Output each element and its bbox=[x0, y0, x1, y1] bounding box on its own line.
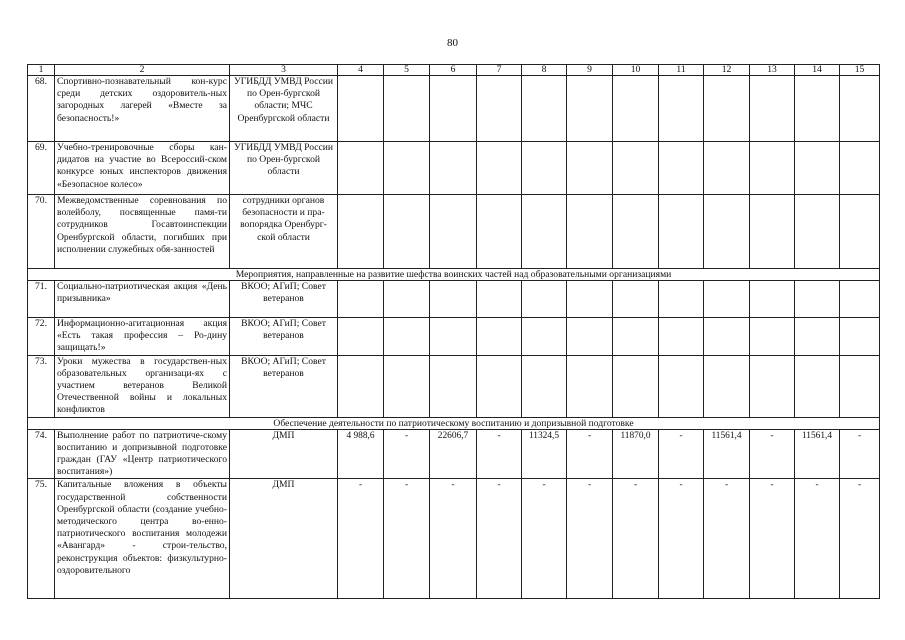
funding-value bbox=[659, 355, 704, 417]
funding-value bbox=[613, 281, 659, 318]
funding-value bbox=[795, 281, 840, 318]
page-number: 80 bbox=[447, 37, 458, 49]
funding-value: - bbox=[567, 479, 613, 599]
funding-value bbox=[840, 318, 880, 356]
executor: сотрудники органов безопасности и пра-вопорядка Оренбург-ской области bbox=[230, 195, 338, 269]
row-number: 75. bbox=[28, 479, 55, 599]
funding-value bbox=[840, 195, 880, 269]
row-number: 68. bbox=[28, 76, 55, 142]
funding-value bbox=[477, 76, 522, 142]
event-name: Межведомственные соревнования по волейболу, посвященные памя-ти сотрудников Госавтоинспекции Оренбургской области, погибших при исполнении служебных обя-занностей bbox=[55, 195, 230, 269]
funding-value bbox=[477, 281, 522, 318]
funding-value: 4 988,6 bbox=[338, 429, 384, 479]
table-row bbox=[28, 195, 880, 269]
funding-value bbox=[795, 142, 840, 195]
funding-value bbox=[795, 195, 840, 269]
funding-value: - bbox=[750, 429, 795, 479]
funding-value bbox=[384, 281, 430, 318]
column-number: 15 bbox=[840, 65, 880, 76]
funding-value: - bbox=[795, 479, 840, 599]
funding-value bbox=[430, 355, 477, 417]
column-number: 7 bbox=[477, 65, 522, 76]
funding-value: - bbox=[522, 479, 567, 599]
table-row bbox=[28, 429, 880, 479]
funding-value: 11324,5 bbox=[522, 429, 567, 479]
funding-value: - bbox=[704, 479, 750, 599]
funding-value bbox=[430, 142, 477, 195]
funding-value bbox=[795, 76, 840, 142]
table-row bbox=[28, 318, 880, 356]
funding-value bbox=[659, 76, 704, 142]
funding-value bbox=[567, 195, 613, 269]
funding-value bbox=[840, 281, 880, 318]
column-number: 2 bbox=[55, 65, 230, 76]
column-number: 11 bbox=[659, 65, 704, 76]
funding-value bbox=[522, 142, 567, 195]
funding-value: 22606,7 bbox=[430, 429, 477, 479]
row-number: 69. bbox=[28, 142, 55, 195]
funding-value bbox=[567, 281, 613, 318]
executor: УГИБДД УМВД России по Орен-бургской области; МЧС Оренбургской области bbox=[230, 76, 338, 142]
funding-value bbox=[430, 318, 477, 356]
column-number-row bbox=[28, 65, 880, 76]
funding-value bbox=[659, 281, 704, 318]
funding-value: 11870,0 bbox=[613, 429, 659, 479]
funding-value bbox=[477, 318, 522, 356]
table-row bbox=[28, 281, 880, 318]
funding-value bbox=[522, 318, 567, 356]
section-title: Обеспечение деятельности по патриотическому воспитанию и допризывной подготовке bbox=[28, 417, 880, 429]
funding-value bbox=[704, 281, 750, 318]
funding-value bbox=[613, 76, 659, 142]
funding-value bbox=[567, 142, 613, 195]
column-number: 13 bbox=[750, 65, 795, 76]
funding-value bbox=[384, 76, 430, 142]
funding-value: - bbox=[567, 429, 613, 479]
row-number: 72. bbox=[28, 318, 55, 356]
funding-value bbox=[840, 142, 880, 195]
funding-value bbox=[567, 355, 613, 417]
funding-value bbox=[567, 76, 613, 142]
funding-value bbox=[384, 355, 430, 417]
event-name: Уроки мужества в государствен-ных образовательных организаци-ях с участием ветеранов Великой Отечественной войны и локальных конфликтов bbox=[55, 355, 230, 417]
executor: ДМП bbox=[230, 479, 338, 599]
column-number: 14 bbox=[795, 65, 840, 76]
funding-value: - bbox=[840, 429, 880, 479]
funding-value bbox=[477, 142, 522, 195]
funding-value: - bbox=[659, 429, 704, 479]
executor: УГИБДД УМВД России по Орен-бургской области bbox=[230, 142, 338, 195]
funding-value: - bbox=[338, 479, 384, 599]
row-number: 70. bbox=[28, 195, 55, 269]
funding-value bbox=[522, 355, 567, 417]
row-number: 74. bbox=[28, 429, 55, 479]
column-number: 6 bbox=[430, 65, 477, 76]
funding-value bbox=[704, 318, 750, 356]
funding-value bbox=[430, 195, 477, 269]
column-number: 4 bbox=[338, 65, 384, 76]
section-row bbox=[28, 417, 880, 429]
funding-value bbox=[704, 195, 750, 269]
funding-value bbox=[750, 355, 795, 417]
funding-value: - bbox=[659, 479, 704, 599]
executor: ДМП bbox=[230, 429, 338, 479]
funding-value bbox=[659, 318, 704, 356]
row-number: 73. bbox=[28, 355, 55, 417]
funding-value: - bbox=[430, 479, 477, 599]
row-number: 71. bbox=[28, 281, 55, 318]
funding-value bbox=[704, 355, 750, 417]
funding-value bbox=[613, 355, 659, 417]
funding-value bbox=[750, 76, 795, 142]
column-number: 9 bbox=[567, 65, 613, 76]
funding-value: - bbox=[477, 429, 522, 479]
funding-value bbox=[840, 76, 880, 142]
funding-value bbox=[659, 142, 704, 195]
funding-value bbox=[704, 142, 750, 195]
funding-value: 11561,4 bbox=[795, 429, 840, 479]
table-row bbox=[28, 142, 880, 195]
column-number: 1 bbox=[28, 65, 55, 76]
funding-value bbox=[795, 318, 840, 356]
funding-value bbox=[659, 195, 704, 269]
column-number: 5 bbox=[384, 65, 430, 76]
column-number: 8 bbox=[522, 65, 567, 76]
table-row bbox=[28, 479, 880, 599]
event-name: Социально-патриотическая акция «День призывника» bbox=[55, 281, 230, 318]
funding-value: - bbox=[840, 479, 880, 599]
funding-value bbox=[522, 195, 567, 269]
funding-value bbox=[613, 195, 659, 269]
column-number: 12 bbox=[704, 65, 750, 76]
funding-value bbox=[338, 76, 384, 142]
event-name: Информационно-агитационная акция «Есть такая профессия – Ро-дину защищать!» bbox=[55, 318, 230, 356]
funding-value bbox=[704, 76, 750, 142]
section-row bbox=[28, 269, 880, 281]
event-name: Капитальные вложения в объекты государственной собственности Оренбургской области (создание учебно-методического центра во-енно-патриотического воспитания молодежи «Авангард» - строи-тельство, реконструкция объектов: физкультурно-оздоровительного bbox=[55, 479, 230, 599]
section-title: Мероприятия, направленные на развитие шефства воинских частей над образовательными организациями bbox=[28, 269, 880, 281]
funding-value bbox=[477, 355, 522, 417]
funding-value bbox=[430, 76, 477, 142]
funding-value bbox=[613, 318, 659, 356]
funding-value bbox=[840, 355, 880, 417]
table-row bbox=[28, 76, 880, 142]
event-name: Выполнение работ по патриотиче-скому воспитанию и допризывной подготовке граждан (ГАУ «Центр патриотического воспитания») bbox=[55, 429, 230, 479]
funding-value: - bbox=[384, 429, 430, 479]
funding-value bbox=[613, 142, 659, 195]
executor: ВКОО; АГиП; Совет ветеранов bbox=[230, 318, 338, 356]
funding-value: - bbox=[477, 479, 522, 599]
funding-value bbox=[338, 281, 384, 318]
funding-value: - bbox=[613, 479, 659, 599]
program-table bbox=[27, 64, 880, 599]
funding-value bbox=[522, 76, 567, 142]
event-name: Учебно-тренировочные сборы кан-дидатов на участие во Всероссий-ском конкурсе юных инспекторов движения «Безопасное колесо» bbox=[55, 142, 230, 195]
funding-value bbox=[750, 318, 795, 356]
column-number: 3 bbox=[230, 65, 338, 76]
funding-value bbox=[750, 195, 795, 269]
funding-value bbox=[522, 281, 567, 318]
event-name: Спортивно-познавательный кон-курс среди детских оздоровитель-ных загородных лагерей «Вместе за безопасность!» bbox=[55, 76, 230, 142]
funding-value bbox=[477, 195, 522, 269]
funding-value bbox=[338, 195, 384, 269]
funding-value: - bbox=[750, 479, 795, 599]
table-row bbox=[28, 355, 880, 417]
funding-value bbox=[750, 281, 795, 318]
funding-value bbox=[567, 318, 613, 356]
funding-value bbox=[430, 281, 477, 318]
funding-value bbox=[338, 355, 384, 417]
funding-value: 11561,4 bbox=[704, 429, 750, 479]
funding-value bbox=[384, 142, 430, 195]
column-number: 10 bbox=[613, 65, 659, 76]
executor: ВКОО; АГиП; Совет ветеранов bbox=[230, 355, 338, 417]
executor: ВКОО; АГиП; Совет ветеранов bbox=[230, 281, 338, 318]
funding-value: - bbox=[384, 479, 430, 599]
funding-value bbox=[384, 195, 430, 269]
funding-value bbox=[750, 142, 795, 195]
funding-value bbox=[795, 355, 840, 417]
funding-value bbox=[338, 142, 384, 195]
funding-value bbox=[338, 318, 384, 356]
funding-value bbox=[384, 318, 430, 356]
